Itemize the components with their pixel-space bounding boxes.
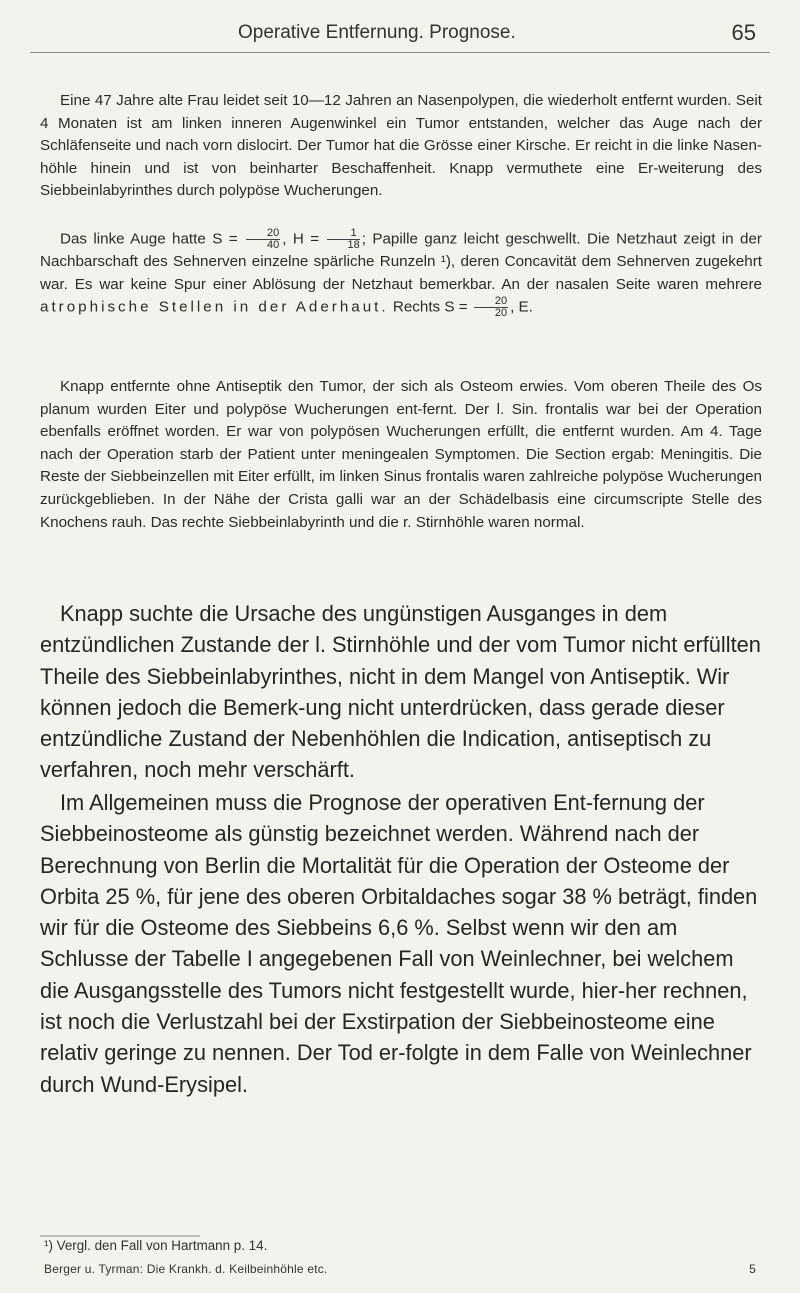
page-header xyxy=(0,16,800,52)
footnote: ¹) Vergl. den Fall von Hartmann p. 14. xyxy=(44,1238,268,1253)
running-head: Operative Entfernung. Prognose. xyxy=(238,22,516,43)
footnote-rule xyxy=(40,1235,200,1237)
signature-number: 5 xyxy=(749,1262,756,1276)
signature-line xyxy=(44,1262,764,1276)
eye-findings-paragraph: Das linke Auge hatte S = $\frac{20}{40}$ , H = $\frac{1}{18}$ ; Papille ganz leicht geschwellt. Die Netzhaut zeigt in der Nachbarschaft des Sehnerven einzelne spärliche Runzeln ¹), deren Concavität dem Sehnerven zugekehrt war. Es war keine Spur einer Ablösung der Netzhaut bemerkbar. An der nasalen Seite waren mehrere atrophische Stellen in der Aderhaut. Rechts S = $\frac{20}{20}$ , E. xyxy=(40,227,762,320)
fraction: $\frac{20}{40}$ xyxy=(246,228,280,251)
signature-text: Berger u. Tyrman: Die Krankh. d. Keilbeinhöhle etc. xyxy=(44,1262,328,1276)
case-report-paragraph: Eine 47 Jahre alte Frau leidet seit 10—12 Jahren an Nasenpolypen, die wiederholt entfernt wurden. Seit 4 Monaten ist am linken inneren Augenwinkel ein Tumor entstanden, welcher das Auge nach der Schläfenseite und nach vorn dislocirt. Der Tumor hat die Grösse einer Kirsche. Er reicht in die linke Nasen-höhle hinein und ist von beinharter Beschaffenheit. Knapp vermuthete eine Er-weiterung des Siebbeinlabyrinthes durch polypöse Wucherungen. xyxy=(40,92,762,200)
fraction: $\frac{20}{20}$ xyxy=(474,296,508,319)
operation-paragraph: Knapp entfernte ohne Antiseptik den Tumor, der sich als Osteom erwies. Vom oberen Theile des Os planum wurden Eiter und polypöse Wucherungen ent-fernt. Der l. Sin. frontalis war bei der Operation ebenfalls eröffnet worden. Er war von polypösen Wucherungen erfüllt, die entfernt wurden. Am 4. Tage nach der Operation starb der Patient unter meningealen Symptomen. Die Section ergab: Meningitis. Die Reste der Siebbeinzellen mit Eiter erfüllt, im linken Sinus frontalis waren zahlreiche polypöse Wucherungen zurückgeblieben. In der Nähe der Crista galli war an der Schädelbasis eine circumscripte Stelle des Knochens rauh. Das rechte Siebbeinlabyrinth und die r. Stirnhöhle waren normal. xyxy=(40,378,762,531)
discussion-paragraph: Knapp suchte die Ursache des ungünstigen Ausganges in dem entzündlichen Zustande der l. Stirnhöhle und der vom Tumor nicht erfüllten Theile des Siebbeinlabyrinthes, nicht in dem Mangel von Antiseptik. Wir können jedoch die Bemerk-ung nicht unterdrücken, dass gerade dieser entzündliche Zustand der Nebenhöhlen die Indication, antiseptisch zu verfahren, noch mehr verschärft. xyxy=(40,601,761,783)
page-number: 65 xyxy=(731,20,756,45)
fraction: $\frac{1}{18}$ xyxy=(327,228,359,251)
prognosis-paragraph: Im Allgemeinen muss die Prognose der operativen Ent-fernung der Siebbeinosteome als günstig bezeichnet werden. Während nach der Berechnung von Berlin die Mortalität für die Operation der Osteome der Orbita 25 %, für jene des oberen Orbitaldaches sogar 38 % beträgt, finden wir für die Osteome des Siebbeins 6,6 %. Selbst wenn wir den am Schlusse der Tabelle I angegebenen Fall von Weinlechner, bei welchem die Ausgangsstelle des Tumors nicht festgestellt wurde, hier-her rechnen, ist noch die Verlustzahl bei der Exstirpation der Siebbeinosteome eine relativ geringe zu nennen. Der Tod er-folgte in dem Falle von Weinlechner durch Wund-Erysipel. xyxy=(40,790,758,1097)
header-rule xyxy=(30,52,770,53)
spaced-emphasis: atrophische Stellen in der Aderhaut. xyxy=(40,298,389,316)
